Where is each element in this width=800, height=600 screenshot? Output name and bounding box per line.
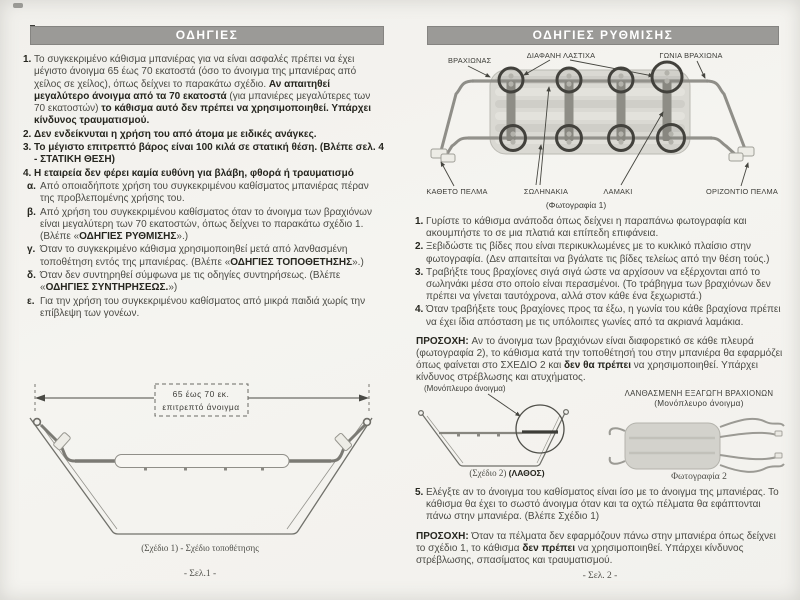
- seat-board-top-view: [625, 423, 720, 469]
- one-sided-opening-label: (Μονόπλευρο άνοιγμα): [424, 384, 506, 393]
- adjustment-steps-list: [415, 216, 784, 385]
- wrong-installation-diagram: [412, 380, 602, 470]
- item-text: Για την χρήση του συγκεκριμένου καθίσματος από μικρά παιδιά χωρίς την επίβλεψη των γονέων.: [40, 295, 366, 319]
- item-text: Γυρίστε το κάθισμα ανάποδα όπως δείχνει η παραπάνω φωτογραφία και ακουμπήστε το σε μια πλατιά και επίπεδη επιφάνεια.: [426, 216, 747, 240]
- board-slat: [495, 100, 685, 108]
- step-3: [415, 267, 784, 304]
- right-clamp: [334, 433, 352, 452]
- right-page-title: ΟΔΗΓΙΕΣ ΡΥΘΜΙΣΗΣ: [532, 28, 674, 42]
- label-tubes: ΣΩΛΗΝΑΚΙΑ: [523, 187, 569, 196]
- right-page-header: [427, 26, 779, 45]
- sub-item-a: [23, 181, 384, 206]
- right-lower-text: [415, 487, 784, 567]
- left-rim-hook: [34, 419, 41, 426]
- photo2-caption: Φωτογραφία 2: [671, 472, 727, 482]
- label-arm-corner: ΓΩΝΙΑ ΒΡΑΧΙΩΝΑ: [659, 51, 723, 60]
- dimension-label-line1: 65 έως 70 εκ.: [172, 389, 230, 399]
- dimension-label-line2: επιτρεπτό άνοιγμα: [162, 402, 240, 412]
- diagram2-caption-normal: (Σχέδιο 2): [469, 468, 509, 478]
- seat-foot-mark: [261, 468, 264, 471]
- item-number: 4.: [23, 167, 32, 179]
- label-rubbers: ΔΙΑΦΑΝΗ ΛΑΣΤΙΧΑ: [526, 51, 596, 60]
- photo2-title-line1: ΛΑΝΘΑΣΜΕΝΗ ΕΞΑΓΩΓΗ ΒΡΑΧΙΟΝΩΝ: [624, 389, 774, 398]
- item-letter: ε.: [27, 295, 35, 307]
- item-number: 5.: [415, 487, 424, 498]
- arrowhead-right: [359, 395, 369, 402]
- item-number: 2.: [415, 241, 424, 253]
- item-text: Όταν το συγκεκριμένο κάθισμα χρησιμοποιηθεί μετά από λανθασμένη τοποθέτηση εντός της μπανιέρας. (Βλέπε «ΟΔΗΓΙΕΣ ΤΟΠΟΘΕΤΗΣΗΣ».): [40, 244, 364, 268]
- label-horizontal-foot: ΟΡΙΖΟΝΤΙΟ ΠΕΛΜΑ: [706, 187, 778, 196]
- step-5: [415, 487, 784, 524]
- sub-item-c: [23, 244, 384, 269]
- seat-foot-mark: [224, 468, 227, 471]
- left-clamp: [53, 432, 71, 451]
- board-slat: [495, 112, 685, 120]
- scan-artifact: [13, 3, 23, 8]
- seat-foot-mark: [144, 468, 147, 471]
- caution-text: ΠΡΟΣΟΧΗ: Αν το άνοιγμα των βραχιόνων είναι διαφορετικό σε κάθε πλευρά (φωτογραφία 2), το κάθισμα κατά την τοποθέτησή του στην μπανιέρα θα εφαρμόζει όπως φαίνεται στο ΣΧΕΔΙΟ 2 και δεν θα πρέπει να χρησιμοποιηθεί. Υπάρχει κίνδυνος στρέβλωσης και ατυχήματος.: [416, 335, 783, 384]
- diagram2-caption-bold: (ΛΑΘΟΣ): [508, 468, 545, 478]
- item-text: Το συγκεκριμένο κάθισμα μπανιέρας για να είναι ασφαλές πρέπει να έχει μέγιστο άνοιγμα 65 έως 70 εκατοστά (όσο το άνοιγμα της μπανιέρας από χείλος σε χείλος), όπως δείχνει το παρακάτω σχέδιο. Αν απαιτηθεί μεγαλύτερο άνοιγμα από τα 70 εκατοστά (για μπανιέρες μεγαλύτερες των 70 εκατοστών) το κάθισμα αυτό δεν πρέπει να χρησιμοποιηθεί. Υπάρχει κίνδυνος τραυματισμού.: [34, 54, 372, 127]
- item-number: 1.: [23, 54, 32, 65]
- item-text: Όταν δεν συντηρηθεί σύμφωνα με τις οδηγίες συντηρήσεως. (Βλέπε «ΟΔΗΓΙΕΣ ΣΥΝΤΗΡΗΣΕΩΣ.»): [40, 270, 341, 294]
- item-number: 3.: [23, 142, 32, 154]
- item-text: Δεν ενδείκνυται η χρήση του από άτομα με ειδικές ανάγκες.: [34, 128, 317, 140]
- photo2-title-line2: (Μονόπλευρο άνοιγμα): [654, 399, 744, 408]
- callout-arrow: [488, 394, 520, 416]
- diagram1-caption: (Σχέδιο 1) - Σχέδιο τοποθέτησης: [141, 543, 259, 553]
- item-number: 3.: [415, 266, 424, 278]
- left-page-title: ΟΔΗΓΙΕΣ: [175, 28, 239, 42]
- caution-text: ΠΡΟΣΟΧΗ: Όταν τα πέλματα δεν εφαρμόζουν πάνω στην μπανιέρα όπως δείχνει το σχέδιο 1, το κάθισμα δεν πρέπει να χρησιμοποιηθεί. Υπάρχει κίνδυνος στρέβλωσης, σπασίματος και τραυματισμού.: [416, 530, 776, 567]
- item-text: Ξεβιδώστε τις βίδες που είναι περικυκλωμένες με το κυκλικό πλαίσιο στην φωτογραφία. (Δεν απαιτείται να βγάλατε τις βίδες τελείως από την θέση τούς.): [426, 241, 770, 265]
- bathtub-outline: [422, 413, 565, 466]
- step-1: [415, 216, 784, 240]
- left-rim-hook: [419, 411, 424, 416]
- arrowhead-left: [35, 395, 45, 402]
- item-number: 4.: [415, 304, 424, 316]
- diagram2-caption: [412, 468, 602, 478]
- item-letter: δ.: [27, 270, 36, 282]
- item-letter: γ.: [27, 244, 36, 256]
- right-page-number: - Σελ. 2 -: [582, 571, 618, 581]
- seat-foot-mark: [457, 434, 460, 437]
- label-vertical-foot: ΚΑΘΕΤΟ ΠΕΛΜΑ: [426, 187, 488, 196]
- item-letter: β.: [27, 206, 36, 218]
- instruction-item-3: [23, 142, 384, 167]
- right-feet: [775, 431, 782, 458]
- seat-photo-2: [603, 413, 795, 471]
- item-text: Το μέγιστο επιτρεπτό βάρος είναι 100 κιλά σε στατική θέση. (Βλέπε σελ. 4 - ΣΤΑΤΙΚΗ ΘΕΣΗ): [34, 142, 384, 166]
- left-arms: [610, 428, 625, 464]
- left-instructions-list: [23, 54, 384, 321]
- item-number: 2.: [23, 128, 32, 140]
- sub-item-d: [23, 270, 384, 295]
- label-plate: ΛΑΜΑΚΙ: [603, 187, 633, 196]
- item-text: Από οποιαδήποτε χρήση του συγκεκριμένου καθίσματος μπανιέρας πέραν της προβλεπομένης χρήσης του.: [40, 180, 369, 205]
- photo1-caption: (Φωτογραφία 1): [545, 200, 607, 210]
- seat-foot-mark: [477, 434, 480, 437]
- seat-slat: [115, 455, 289, 468]
- bathtub-outline: [30, 418, 372, 534]
- instruction-item-4: [23, 168, 384, 180]
- item-text: Τραβήξτε τους βραχίονες σιγά σιγά ώστε να αρχίσουν να εξέρχονται από το σωληνάκι μέσα στο οποίο είναι περασμένοι. (Το τράβηγμα των βραχιόνων δεν πρέπει να γίνεται ταυτόχρονα, αλλά στον κάθε ένα ξεχωριστά.): [426, 266, 771, 303]
- bathtub-inner-wall: [427, 415, 560, 463]
- seat-photo-1: [410, 50, 788, 212]
- seat-foot-mark: [184, 468, 187, 471]
- bathtub-installation-diagram: [16, 382, 384, 540]
- item-text: Ελέγξτε αν το άνοιγμα του καθίσματος είναι ίσο με το άνοιγμα της μπανιέρας. Το κάθισμα θα έχει το σωστό άνοιγμα όταν και τα οχτώ πέλματα θα εφάπτονται πάνω στην μπανιέρα. (Βλέπε Σχέδιο 1): [426, 487, 779, 523]
- instruction-item-2: [23, 129, 384, 141]
- instruction-item-1: [23, 54, 384, 128]
- caution-paragraph-1: [416, 336, 784, 385]
- item-text: Η εταιρεία δεν φέρει καμία ευθύνη για βλάβη, φθορά ή τραυματισμό: [34, 167, 354, 179]
- seat-foot-mark: [497, 434, 500, 437]
- right-rim-hook: [364, 419, 371, 426]
- item-number: 1.: [415, 216, 424, 227]
- label-arm: ΒΡΑΧΙΩΝΑΣ: [448, 56, 492, 65]
- item-letter: α.: [27, 180, 36, 192]
- item-text: Όταν τραβήξετε τους βραχίονες προς τα έξω, η γωνία του κάθε βραχίονα πρέπει να έχει ίδια απόσταση με τις υπόλοιπες γωνίες από τα ακριανά λαμάκια.: [426, 304, 781, 328]
- step-2: [415, 241, 784, 265]
- right-arms-extended: [720, 419, 784, 472]
- item-text: Από χρήση του συγκεκριμένου καθίσματος όταν το άνοιγμα των βραχιόνων είναι μεγαλύτερη των 70 εκατοστών, όπως δείχνει το παρακάτω σχέδιο 1. (Βλέπε «ΟΔΗΓΙΕΣ ΡΥΘΜΙΣΗΣ».): [40, 206, 372, 243]
- step-4: [415, 304, 784, 328]
- left-page-number: - Σελ.1 -: [183, 569, 217, 579]
- right-rim-hook: [564, 410, 569, 415]
- sub-item-b: [23, 207, 384, 244]
- caution-paragraph-2: [416, 531, 784, 568]
- sub-item-e: [23, 296, 384, 321]
- left-page-header: [30, 26, 384, 45]
- bathtub-inner-wall: [38, 421, 364, 529]
